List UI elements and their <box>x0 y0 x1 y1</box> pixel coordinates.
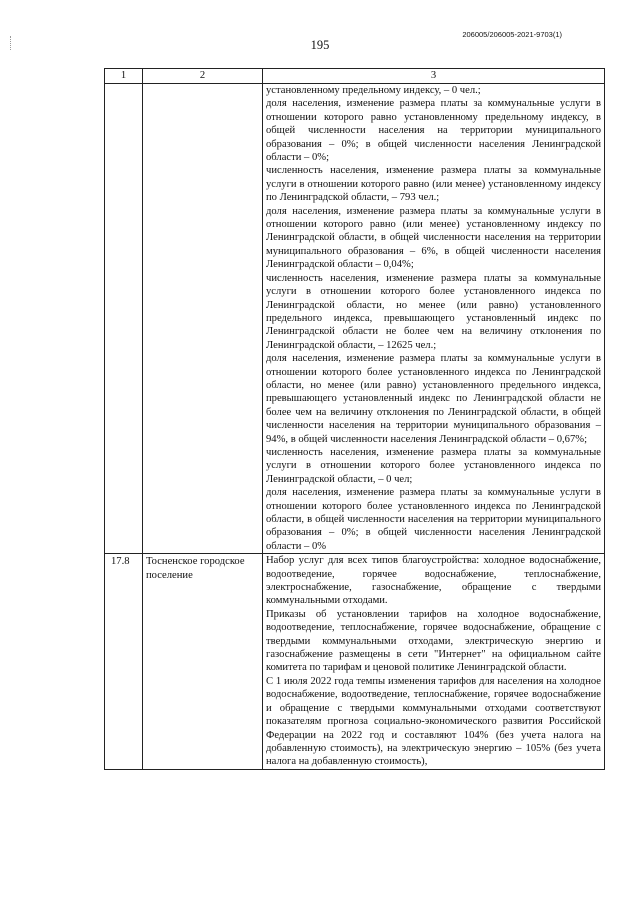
table-row <box>105 554 605 770</box>
row-description <box>263 84 605 554</box>
document-table <box>104 68 605 770</box>
municipality-name <box>143 84 263 554</box>
description-paragraph: Приказы об установлении тарифов на холодное водоснабжение, водоотведение, теплоснабжение, горячее водоснабжение, обращение с твердыми коммунальными отходами, электрическую энергию и газоснабжение размещены в сети "Интернет" на официальном сайте комитета по тарифам и ценовой политике Ленинградской области. <box>266 608 601 674</box>
column-header-2: 2 <box>143 69 263 84</box>
description-paragraph: доля населения, изменение размера платы за коммунальные услуги в отношении которого более установленного индекса по Ленинградской области, в общей численности населения на территории муниципального образования – 0%; в общей численности населения Ленинградской области – 0% <box>266 487 601 552</box>
description-paragraph: доля населения, изменение размера платы за коммунальные услуги в отношении которого равно (или менее) установленному индексу по Ленинградской области, в общей численности населения на территории муниципального образования – 6%, в общей численности населения Ленинградской области – 0,04%; <box>266 205 601 271</box>
description-paragraph: численность населения, изменение размера платы за коммунальные услуги в отношении которого более установленного индекса по Ленинградской области, но менее (или равно) установленного предельного индекса, превышающего установленный индекс по Ленинградской области не более чем на величину отклонения по Ленинградской области, – 12625 чел.; <box>266 272 601 351</box>
page-number: 195 <box>310 38 330 52</box>
document-code: 206005/206005-2021-9703(1) <box>462 30 562 39</box>
table-header-row <box>105 69 605 84</box>
description-paragraph: доля населения, изменение размера платы за коммунальные услуги в отношении которого более установленного индекса по Ленинградской области, но менее (или равно) установленного предельного индекса, превышающего установленный индекс по Ленинградской области не более чем на величину отклонения по Ленинградской области, в общей численности населения на территории муниципального образования – 94%, в общей численности населения Ленинградской области – 0,67%; <box>266 353 601 445</box>
column-header-3: 3 <box>263 69 605 84</box>
column-header-1: 1 <box>105 69 143 84</box>
description-paragraph: численность населения, изменение размера платы за коммунальные услуги в отношении которого равно (или менее) установленному индексу по Ленинградской области, – 793 чел.; <box>266 165 601 204</box>
row-number <box>105 84 143 554</box>
row-description <box>263 554 605 770</box>
municipality-name: Тосненское городское поселение <box>143 554 263 770</box>
description-paragraph: доля населения, изменение размера платы за коммунальные услуги в отношении которого равно установленному предельному индексу, в общей численности населения на территории муниципального образования – 0%; в общей численности населения Ленинградской области – 0%; <box>266 98 601 164</box>
row-number: 17.8 <box>105 554 143 770</box>
description-paragraph: численность населения, изменение размера платы за коммунальные услуги в отношении которого более установленного индекса по Ленинградской области, – 0 чел; <box>266 446 601 485</box>
description-paragraph: С 1 июля 2022 года темпы изменения тарифов для населения на холодное водоснабжение, водоотведение, теплоснабжение, горячее водоснабжение и обращение с твердыми коммунальными отходами соответствуют показателям прогноза социально-экономического развития Российской Федерации на 2022 год и составляют 104% (без учета налога на добавленную стоимость), на электрическую энергию – 105% (без учета налога на добавленную стоимость), <box>266 675 601 768</box>
table-row <box>105 84 605 554</box>
description-paragraph: Набор услуг для всех типов благоустройства: холодное водоснабжение, водоотведение, горячее водоснабжение, теплоснабжение, электроснабжение, газоснабжение, обращение с твердыми коммунальными отходами. <box>266 555 601 607</box>
description-paragraph: установленному предельному индексу, – 0 чел.; <box>266 85 481 96</box>
